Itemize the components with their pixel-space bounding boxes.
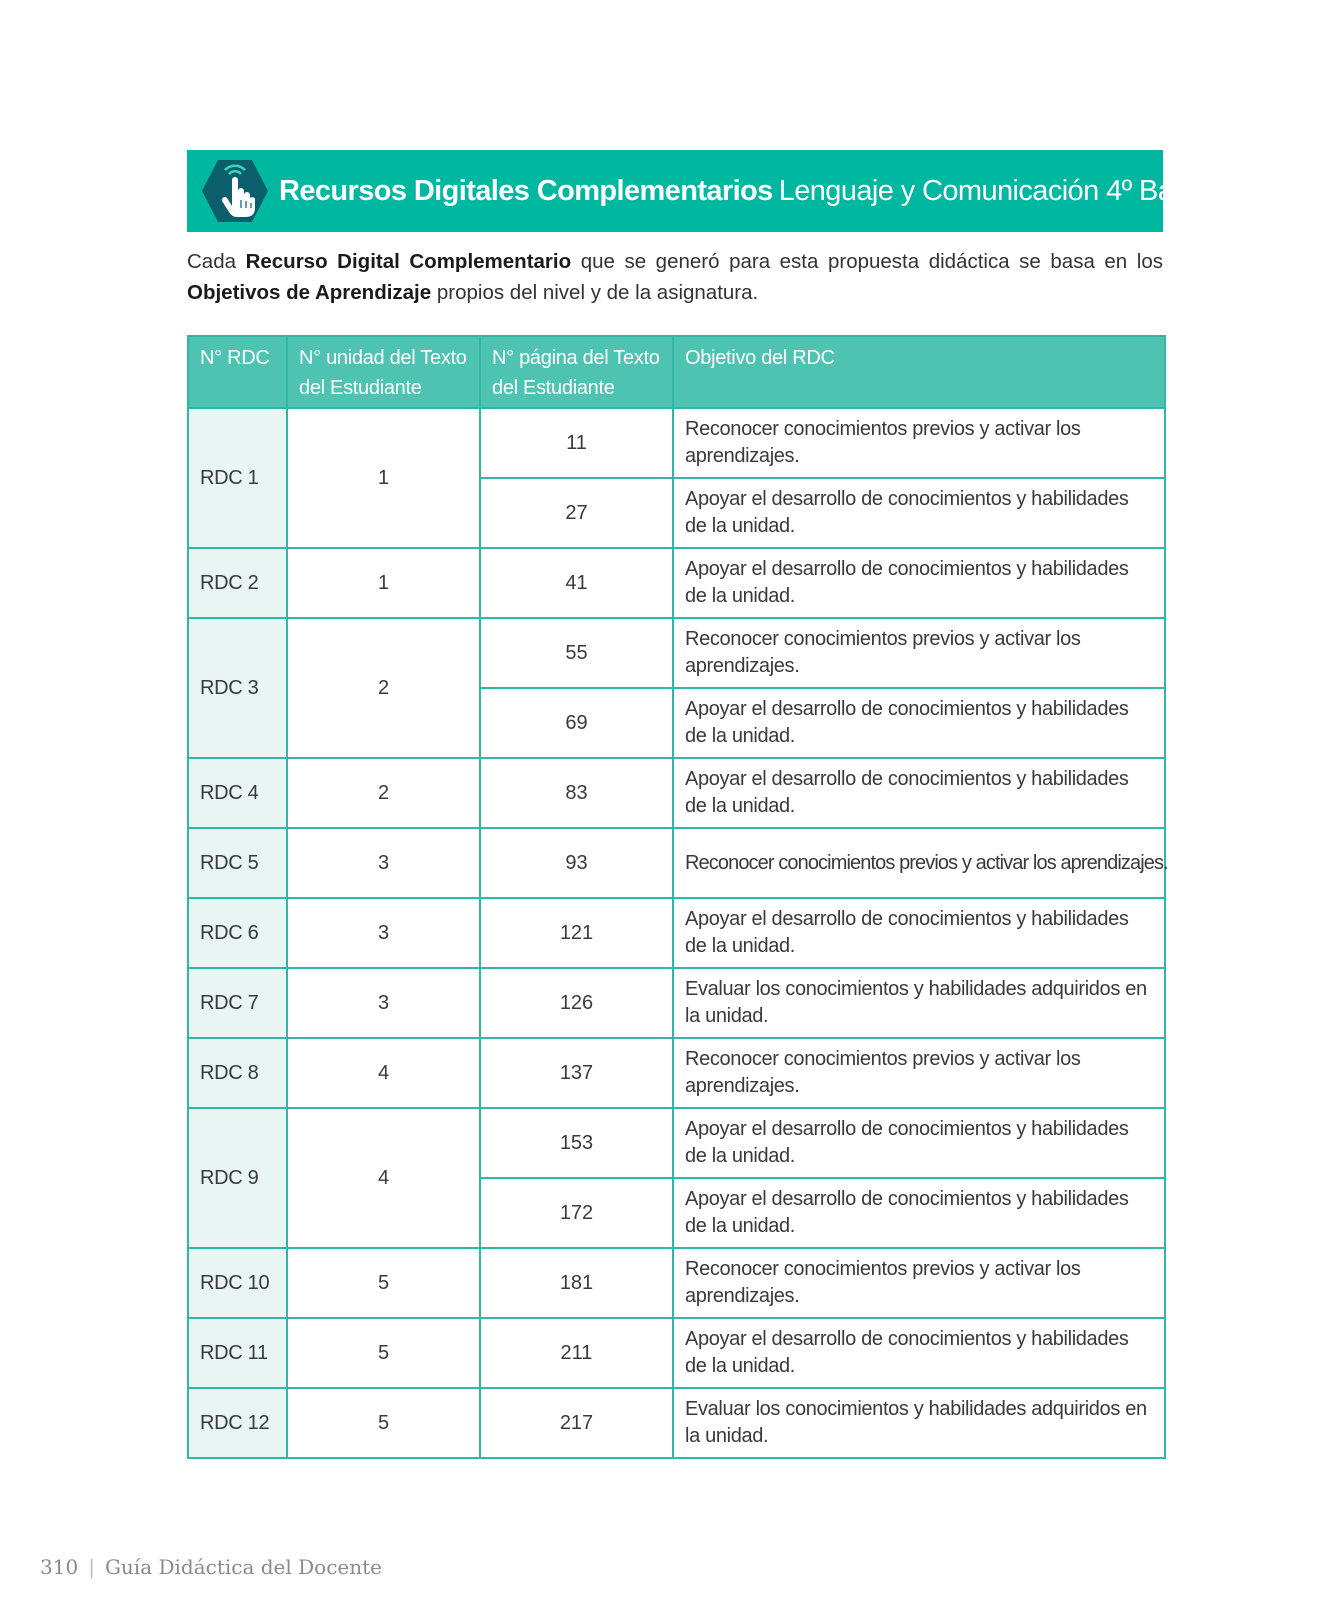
cell-rdc: RDC 1: [188, 408, 287, 548]
table-row: [188, 1038, 1165, 1108]
banner-title-strong: Recursos Digitales Complementarios: [279, 175, 773, 207]
table-row: [188, 1318, 1165, 1388]
cell-objective: Evaluar los conocimientos y habilidades adquiridos en la unidad.: [673, 1388, 1165, 1458]
table-row: [188, 828, 1165, 898]
intro-paragraph: [187, 246, 1163, 308]
intro-text: Cada: [187, 250, 246, 273]
cell-unit: 2: [287, 758, 480, 828]
intro-text: que se generó para esta propuesta didáctica se basa en los: [571, 250, 1163, 273]
cell-page: 93: [480, 828, 673, 898]
cell-unit: 5: [287, 1388, 480, 1458]
table-header-row: [188, 336, 1165, 408]
cell-rdc: RDC 7: [188, 968, 287, 1038]
table-row: [188, 1388, 1165, 1458]
cell-objective: Reconocer conocimientos previos y activar los aprendizajes.: [673, 618, 1165, 688]
cell-page: 41: [480, 548, 673, 618]
cell-unit: 5: [287, 1248, 480, 1318]
rdc-table: [187, 335, 1166, 1459]
header-page: N° página del Texto del Estudiante: [480, 336, 673, 408]
cell-objective: Evaluar los conocimientos y habilidades adquiridos en la unidad.: [673, 968, 1165, 1038]
cell-rdc: RDC 6: [188, 898, 287, 968]
cell-objective: Reconocer conocimientos previos y activar los aprendizajes.: [673, 828, 1165, 898]
cell-page: 121: [480, 898, 673, 968]
cell-objective: Apoyar el desarrollo de conocimientos y habilidades de la unidad.: [673, 898, 1165, 968]
cell-objective: Apoyar el desarrollo de conocimientos y habilidades de la unidad.: [673, 478, 1165, 548]
cell-rdc: RDC 9: [188, 1108, 287, 1248]
cell-page: 126: [480, 968, 673, 1038]
cell-objective: Apoyar el desarrollo de conocimientos y habilidades de la unidad.: [673, 1178, 1165, 1248]
cell-page: 69: [480, 688, 673, 758]
intro-bold-term: Recurso Digital Complementario: [245, 250, 572, 273]
cell-rdc: RDC 2: [188, 548, 287, 618]
banner-title-subject: Lenguaje y Comunicación 4º Básico: [778, 175, 1223, 207]
banner-title: [279, 150, 1223, 232]
footer-separator: |: [88, 1555, 95, 1579]
cell-page: 211: [480, 1318, 673, 1388]
page-footer: [40, 1555, 382, 1579]
cell-objective: Apoyar el desarrollo de conocimientos y habilidades de la unidad.: [673, 548, 1165, 618]
cell-objective: Apoyar el desarrollo de conocimientos y habilidades de la unidad.: [673, 1318, 1165, 1388]
table-row: [188, 548, 1165, 618]
cell-objective: Apoyar el desarrollo de conocimientos y habilidades de la unidad.: [673, 1108, 1165, 1178]
cell-page: 153: [480, 1108, 673, 1178]
cell-page: 55: [480, 618, 673, 688]
cell-page: 172: [480, 1178, 673, 1248]
cell-page: 11: [480, 408, 673, 478]
header-unit: N° unidad del Texto del Estudiante: [287, 336, 480, 408]
table-row: [188, 758, 1165, 828]
table-row: [188, 898, 1165, 968]
cell-objective: Reconocer conocimientos previos y activar los aprendizajes.: [673, 1248, 1165, 1318]
cell-page: 137: [480, 1038, 673, 1108]
cell-objective: Apoyar el desarrollo de conocimientos y habilidades de la unidad.: [673, 758, 1165, 828]
cell-rdc: RDC 5: [188, 828, 287, 898]
cell-page: 27: [480, 478, 673, 548]
cell-objective: Apoyar el desarrollo de conocimientos y habilidades de la unidad.: [673, 688, 1165, 758]
cell-unit: 3: [287, 828, 480, 898]
cell-rdc: RDC 4: [188, 758, 287, 828]
table-row: [188, 968, 1165, 1038]
cell-unit: 3: [287, 968, 480, 1038]
cell-unit: 3: [287, 898, 480, 968]
intro-text: propios del nivel y de la asignatura.: [431, 281, 759, 304]
table-row: [188, 618, 1165, 688]
table-row: [188, 1108, 1165, 1178]
cell-rdc: RDC 10: [188, 1248, 287, 1318]
book-title: Guía Didáctica del Docente: [104, 1555, 383, 1579]
cell-rdc: RDC 12: [188, 1388, 287, 1458]
cell-unit: 5: [287, 1318, 480, 1388]
page-number: 310: [40, 1555, 79, 1579]
cell-unit: 4: [287, 1038, 480, 1108]
table-row: [188, 408, 1165, 478]
cell-page: 217: [480, 1388, 673, 1458]
cell-page: 83: [480, 758, 673, 828]
cell-objective: Reconocer conocimientos previos y activar los aprendizajes.: [673, 408, 1165, 478]
cell-unit: 1: [287, 408, 480, 548]
section-banner: [187, 150, 1223, 232]
cell-rdc: RDC 3: [188, 618, 287, 758]
cell-rdc: RDC 11: [188, 1318, 287, 1388]
cell-objective: Reconocer conocimientos previos y activar los aprendizajes.: [673, 1038, 1165, 1108]
cell-unit: 1: [287, 548, 480, 618]
cell-rdc: RDC 8: [188, 1038, 287, 1108]
header-rdc: N° RDC: [188, 336, 287, 408]
header-objective: Objetivo del RDC: [673, 336, 1165, 408]
cell-unit: 2: [287, 618, 480, 758]
intro-bold-term: Objetivos de Aprendizaje: [187, 281, 432, 304]
cell-unit: 4: [287, 1108, 480, 1248]
table-row: [188, 1248, 1165, 1318]
cell-page: 181: [480, 1248, 673, 1318]
hand-pointer-icon: [201, 158, 269, 224]
